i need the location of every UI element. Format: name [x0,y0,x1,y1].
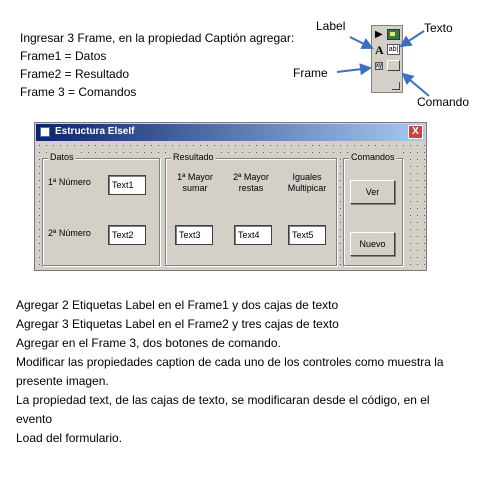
frame-datos [42,152,160,266]
label-iguales-line1: Iguales [292,172,322,182]
callout-label: Label [316,19,346,33]
title-bar [36,124,425,141]
intro-line-4: Frame 3 = Comandos [20,85,137,99]
arrow-to-label-tool [350,37,372,48]
close-button[interactable]: X [408,125,423,139]
instruction-line: presente imagen. [16,374,109,388]
label-mayor-restas-line2: restas [238,183,264,193]
frame-resultado [165,152,337,266]
label-numero-1: 1ª Número [48,177,91,187]
instruction-line: Load del formulario. [16,431,123,445]
arrow-to-frame-tool [337,68,370,72]
text3-input[interactable]: Text3 [175,225,213,245]
window-title: Estructura ElseIf [55,126,135,137]
arrow-to-textbox-tool [401,31,424,46]
label-mayor-sumar-line1: 1ª Mayor [177,172,213,182]
form-client-area [36,142,425,269]
frame-resultado-caption: Resultado [173,152,214,162]
instruction-line: Agregar 3 Etiquetas Label en el Frame2 y tres cajas de texto [16,317,339,331]
instruction-line: La propiedad text, de las cajas de texto, se modificaran desde el código, en el evento [16,393,430,426]
nuevo-button[interactable]: Nuevo [350,232,395,256]
label-mayor-sumar [172,172,218,194]
frame-comandos [343,152,403,266]
text1-input[interactable]: Text1 [108,175,146,195]
text5-input[interactable]: Text5 [288,225,326,245]
instruction-line: Agregar en el Frame 3, dos botones de comando. [16,336,281,350]
label-iguales-line2: Multipicar [287,183,327,193]
arrow-to-command-tool [403,74,429,96]
ver-button[interactable]: Ver [350,180,395,204]
label-iguales-multiplicar [282,172,332,194]
label-mayor-restas-line1: 2ª Mayor [233,172,269,182]
frame-comandos-caption: Comandos [351,152,395,162]
frame-datos-caption: Datos [50,152,74,162]
instruction-line: Agregar 2 Etiquetas Label en el Frame1 y dos cajas de texto [16,298,339,312]
instructions [16,296,456,448]
vb-form-window [34,122,427,271]
intro-line-1: Ingresar 3 Frame, en la propiedad Captión agregar: [20,31,295,45]
text2-input[interactable]: Text2 [108,225,146,245]
callout-texto: Texto [424,21,453,35]
label-tool-icon: A [375,43,384,57]
frame-tool-icon: xy [376,63,382,69]
pointer-icon: ▶ [375,29,383,40]
callout-frame: Frame [293,66,328,80]
text4-input[interactable]: Text4 [234,225,272,245]
instruction-line: Modificar las propiedades caption de cada uno de los controles como muestra la [16,355,444,369]
form-icon [40,127,50,137]
intro-line-2: Frame1 = Datos [20,49,107,63]
label-numero-2: 2ª Número [48,228,91,238]
intro-line-3: Frame2 = Resultado [20,67,130,81]
callout-comando: Comando [417,95,470,109]
label-mayor-restas [228,172,274,194]
textbox-tool-icon: ab| [388,46,399,53]
label-mayor-sumar-line2: sumar [182,183,208,193]
